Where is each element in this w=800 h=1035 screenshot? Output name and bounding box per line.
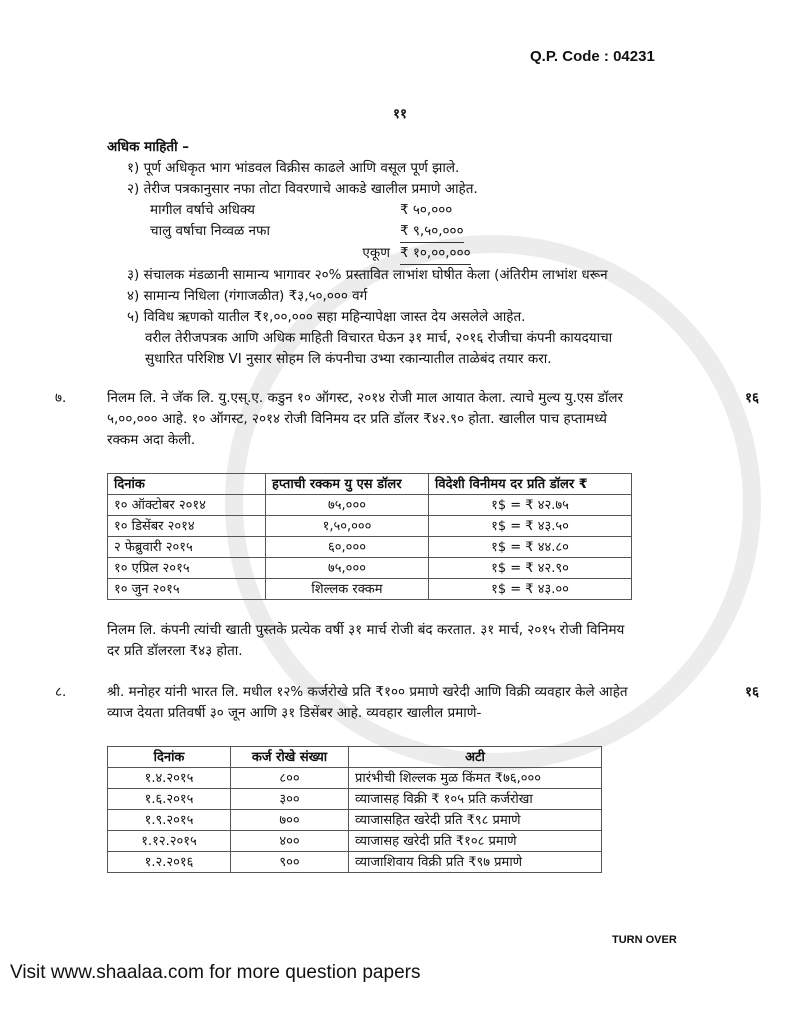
instruction-line: वरील तेरीजपत्रक आणि अधिक माहिती विचारत घेऊन ३१ मार्च, २०१६ रोजीचा कंपनी कायदयाचा <box>145 330 613 346</box>
cell: ७५,००० <box>266 558 429 579</box>
cell: १.६.२०१५ <box>108 789 231 810</box>
question-line: रक्कम अदा केली. <box>107 432 196 448</box>
cell: ४०० <box>231 831 349 852</box>
question-footer-line: निलम लि. कंपनी त्यांची खाती पुस्तके प्रत्येक वर्षी ३१ मार्च रोजी बंद करतात. ३१ मार्च, २०१५ रोजी विनिमय <box>107 622 625 638</box>
footer-link[interactable]: Visit www.shaalaa.com for more question papers <box>10 962 421 983</box>
pl-row <box>107 221 747 243</box>
info-item: २) तेरीज पत्रकानुसार नफा तोटा विवरणाचे आकडे खालील प्रमाणे आहेत. <box>127 181 478 197</box>
question-line: श्री. मनोहर यांनी भारत लि. मधील १२% कर्जरोखे प्रति ₹१०० प्रमाणे खरेदी आणि विक्री व्यवहार केले आहेत <box>107 684 628 700</box>
question-line: व्याज देयता प्रतिवर्षी ३० जून आणि ३१ डिसेंबर आहे. व्यवहार खालील प्रमाणे- <box>107 705 482 721</box>
page-number: ११ <box>392 106 408 122</box>
cell: १$ = ₹ ४३.०० <box>429 579 632 600</box>
cell: ६०,००० <box>266 537 429 558</box>
cell: व्याजाशिवाय विक्री प्रति ₹९७ प्रमाणे <box>349 852 602 873</box>
info-item: ४) सामान्य निधिला (गंगाजळीत) ₹३,५०,००० वर्ग <box>127 288 368 304</box>
cell: ९०० <box>231 852 349 873</box>
total-row <box>107 243 747 265</box>
column-header: दिनांक <box>108 474 266 495</box>
cell: ७०० <box>231 810 349 831</box>
question-marks: १६ <box>745 684 760 700</box>
pl-value: ₹ ५०,००० <box>400 202 453 218</box>
cell: १.२.२०१६ <box>108 852 231 873</box>
table-row <box>108 537 632 558</box>
pl-row <box>107 200 747 221</box>
info-item: ३) संचालक मंडळानी सामान्य भागावर २०% प्रस्तावित लाभांश घोषीत केला (अंतिरीम लाभांश धरून <box>127 267 608 283</box>
turn-over: TURN OVER <box>612 934 677 946</box>
installment-table <box>107 473 632 600</box>
cell: प्रारंभीची शिल्लक मुळ किंमत ₹७६,००० <box>349 768 602 789</box>
cell: शिल्लक रक्कम <box>266 579 429 600</box>
column-header: दिनांक <box>108 747 231 768</box>
question-line: निलम लि. ने जॅक लि. यु.एस्.ए. कडुन १० ऑगस्ट, २०१४ रोजी माल आयात केला. त्याचे मुल्य यु.एस डॉलर <box>107 390 624 406</box>
cell: १.४.२०१५ <box>108 768 231 789</box>
info-item: ५) विविध ऋणको यातील ₹१,००,००० सहा महिन्यापेक्षा जास्त देय असलेले आहेत. <box>127 309 526 325</box>
additional-info <box>107 137 747 370</box>
question-text <box>107 388 732 451</box>
cell: १$ = ₹ ४२.७५ <box>429 495 632 516</box>
total-label: एकूण <box>362 245 390 261</box>
table-row <box>108 831 602 852</box>
cell: २ फेब्रुवारी २०१५ <box>108 537 266 558</box>
cell: १$ = ₹ ४४.८० <box>429 537 632 558</box>
cell: १.९.२०१५ <box>108 810 231 831</box>
total-value: ₹ १०,००,००० <box>400 243 471 265</box>
pl-value: ₹ ९,५०,००० <box>400 221 464 243</box>
pl-label: चालु वर्षाचा निव्वळ नफा <box>150 223 270 239</box>
cell: ८०० <box>231 768 349 789</box>
cell: १० ऑक्टोबर २०१४ <box>108 495 266 516</box>
column-header: अटी <box>349 747 602 768</box>
table-row <box>108 810 602 831</box>
cell: व्याजासह विक्री ₹ १०५ प्रति कर्जरोखा <box>349 789 602 810</box>
table-row <box>108 579 632 600</box>
cell: १० एप्रिल २०१५ <box>108 558 266 579</box>
table-row <box>108 852 602 873</box>
pl-label: मागील वर्षाचे अधिक्य <box>150 202 255 218</box>
cell: व्याजासहित खरेदी प्रति ₹९८ प्रमाणे <box>349 810 602 831</box>
qp-code: Q.P. Code : 04231 <box>530 48 655 65</box>
info-heading: अधिक माहिती – <box>107 139 190 155</box>
question-7 <box>0 388 800 451</box>
table-row <box>108 516 632 537</box>
question-text <box>107 682 732 724</box>
column-header: कर्ज रोखे संख्या <box>231 747 349 768</box>
cell: ७५,००० <box>266 495 429 516</box>
cell: १० जुन २०१५ <box>108 579 266 600</box>
column-header: हप्ताची रक्कम यु एस डॉलर <box>266 474 429 495</box>
table-row <box>108 558 632 579</box>
cell: व्याजासह खरेदी प्रति ₹१०८ प्रमाणे <box>349 831 602 852</box>
debenture-table <box>107 746 602 873</box>
table-row <box>108 768 602 789</box>
info-item: १) पूर्ण अधिकृत भाग भांडवल विक्रीस काढले आणि वसूल पूर्ण झाले. <box>127 160 460 176</box>
cell: ३०० <box>231 789 349 810</box>
column-header: विदेशी विनीमय दर प्रति डॉलर ₹ <box>429 474 632 495</box>
question-marks: १६ <box>745 390 760 406</box>
question-number: ८. <box>55 684 67 700</box>
cell: १$ = ₹ ४२.९० <box>429 558 632 579</box>
question-line: ५,००,००० आहे. १० ऑगस्ट, २०१४ रोजी विनिमय दर प्रति डॉलर ₹४२.९० होता. खालील पाच हप्तामध्ये <box>107 411 607 427</box>
table-row <box>108 789 602 810</box>
question-number: ७. <box>55 390 67 406</box>
cell: १० डिसेंबर २०१४ <box>108 516 266 537</box>
cell: १,५०,००० <box>266 516 429 537</box>
cell: १$ = ₹ ४३.५० <box>429 516 632 537</box>
table-row <box>108 495 632 516</box>
question-footer-line: दर प्रति डॉलरला ₹४३ होता. <box>107 643 243 659</box>
question-8 <box>0 682 800 724</box>
instruction-line: सुधारित परिशिष्ठ VI नुसार सोहम लि कंपनीचा उभ्या रकान्यातील ताळेबंद तयार करा. <box>145 351 552 367</box>
cell: १.१२.२०१५ <box>108 831 231 852</box>
question-7-footer <box>107 620 732 662</box>
